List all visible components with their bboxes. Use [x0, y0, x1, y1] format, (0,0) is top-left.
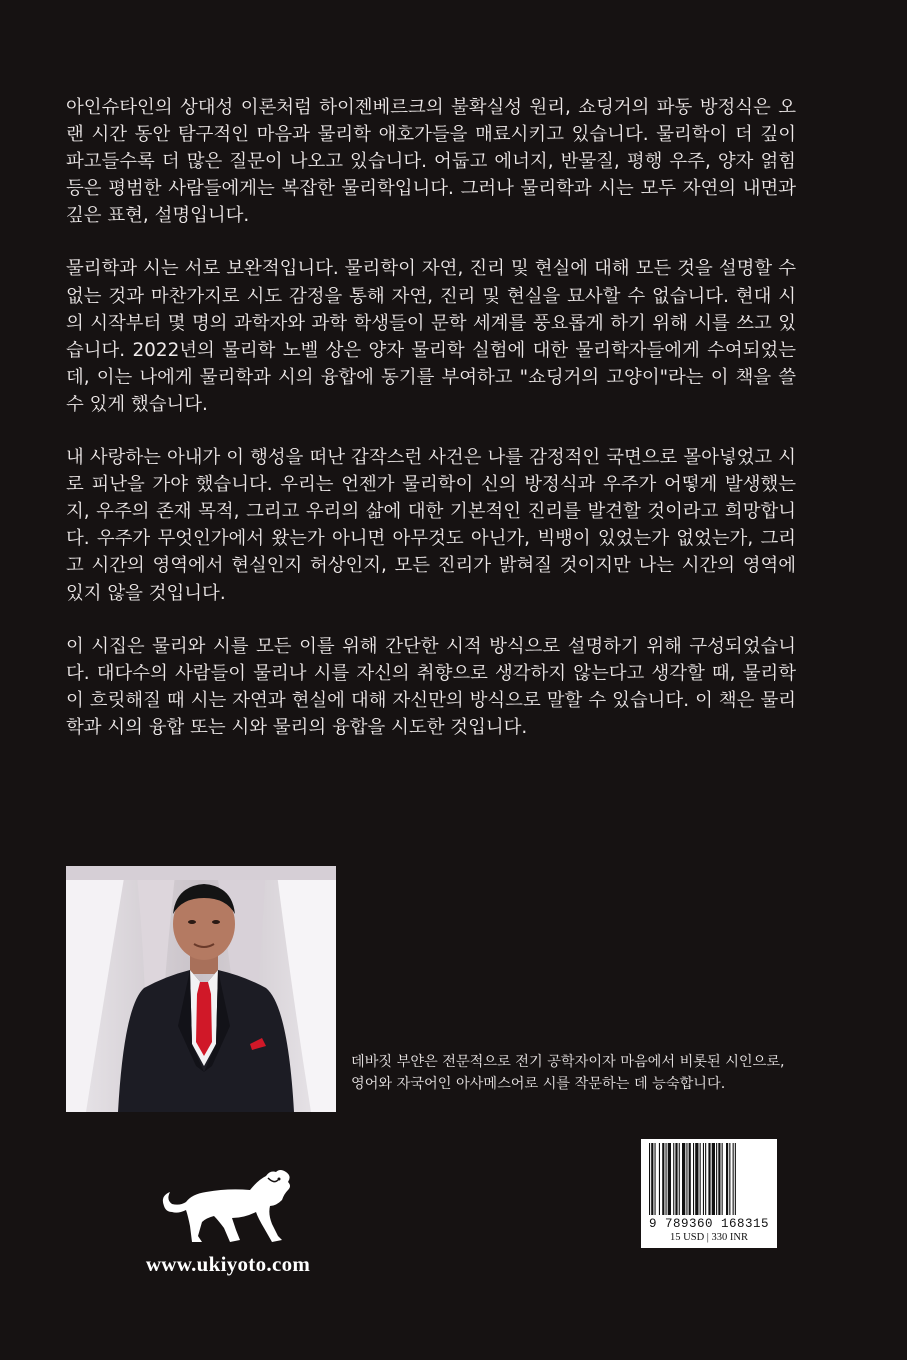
barcode-bar — [708, 1143, 710, 1215]
barcode-bar — [679, 1143, 680, 1215]
blurb-paragraph-4: 이 시집은 물리와 시를 모든 이를 위해 간단한 시적 방식으로 설명하기 위해 구성되었습니다. 대다수의 사람들이 물리나 시를 자신의 취향으로 생각하지 않는다고 생각할 때, 물리학이 흐릿해질 때 시는 자연과 현실에 대해 자신만의 방식으로 말할 수 있습니다. 이 책은 물리학과 시의 융합 또는 시와 물리의 융합을 시도한 것입니다. — [66, 635, 796, 738]
barcode-bar — [686, 1143, 687, 1215]
author-photo — [66, 866, 336, 1112]
barcode-bar — [735, 1143, 736, 1215]
barcode-bar — [659, 1143, 660, 1215]
barcode-bar — [651, 1143, 653, 1215]
barcode-bar — [726, 1143, 728, 1215]
lion-icon — [158, 1166, 294, 1246]
author-bio: 데바짓 부얀은 전문적으로 전기 공학자이자 마음에서 비롯된 시인으로, 영어와 자국어인 아사메스어로 시를 작문하는 데 능숙합니다. — [351, 1054, 785, 1092]
barcode-bar — [703, 1143, 704, 1215]
barcode-bar — [716, 1143, 717, 1215]
blurb-paragraph-3: 내 사랑하는 아내가 이 행성을 떠난 갑작스런 사건은 나를 감정적인 국면으로 몰아넣었고 시로 피난을 가야 했습니다. 우리는 언젠가 물리학이 신의 방정식과 우주가 어떻게 발생했는지, 우주의 존재 목적, 그리고 우리의 삶에 대한 기본적인 진리를 발견할 것이라고 희망합니다. 우주가 무엇인가에서 왔는가 아니면 아무것도 아닌가, 빅뱅이 있었는가 없었는가, 그리고 시간의 영역에서 현실인지 허상인지, 모든 진리가 밝혀질 것이지만 나는 시간의 영역에 있지 않을 것입니다. — [66, 447, 796, 604]
blurb-paragraph-1: 아인슈타인의 상대성 이론처럼 하이젠베르크의 불확실성 원리, 쇼딩거의 파동 방정식은 오랜 시간 동안 탐구적인 마음과 물리학 애호가들을 매료시키고 있습니다. 물리학이 더 깊이 파고들수록 더 많은 질문이 나오고 있습니다. 어둡고 에너지, 반물질, 평행 우주, 양자 얽힘 등은 평범한 사람들에게는 복잡한 물리학입니다. 그러나 물리학과 시는 모두 자연의 내면과 깊은 표현, 설명입니다. — [66, 97, 796, 227]
barcode-bar — [712, 1143, 715, 1215]
back-cover-blurb — [66, 94, 796, 767]
barcode-bar — [693, 1143, 694, 1215]
barcode-bar — [689, 1143, 691, 1215]
barcode-bar — [675, 1143, 677, 1215]
book-price: 15 USD | 330 INR — [670, 1232, 748, 1243]
barcode-bar — [705, 1143, 706, 1215]
barcode-bar — [722, 1143, 723, 1215]
barcode-bar — [655, 1143, 656, 1215]
barcode-bar — [700, 1143, 701, 1215]
barcode — [641, 1139, 777, 1248]
barcode-bar — [662, 1143, 664, 1215]
barcode-bar — [695, 1143, 698, 1215]
barcode-bar — [649, 1143, 650, 1215]
barcode-bars — [641, 1139, 777, 1219]
barcode-bar — [666, 1143, 667, 1215]
barcode-bar — [682, 1143, 685, 1215]
barcode-bar — [718, 1143, 720, 1215]
barcode-bar — [673, 1143, 674, 1215]
publisher-website[interactable]: www.ukiyoto.com — [145, 1252, 311, 1276]
blurb-paragraph-2: 물리학과 시는 서로 보완적입니다. 물리학이 자연, 진리 및 현실에 대해 모든 것을 설명할 수 없는 것과 마찬가지로 시도 감정을 통해 자연, 진리 및 현실을 묘사할 수 없습니다. 현대 시의 시작부터 몇 명의 과학자와 과학 학생들이 문학 세계를 풍요롭게 하기 위해 시를 쓰고 있습니다. 2022년의 물리학 노벨 상은 양자 물리학 실험에 대한 물리학자들에게 수여되었는데, 이는 나에게 물리학과 시의 융합에 동기를 부여하고 "쇼딩거의 고양이"라는 이 책을 쓸 수 있게 했습니다. — [66, 258, 796, 415]
barcode-bar — [668, 1143, 671, 1215]
barcode-bar — [729, 1143, 730, 1215]
isbn-digits: 9 789360 168315 — [648, 1217, 770, 1231]
barcode-bar — [733, 1143, 734, 1215]
